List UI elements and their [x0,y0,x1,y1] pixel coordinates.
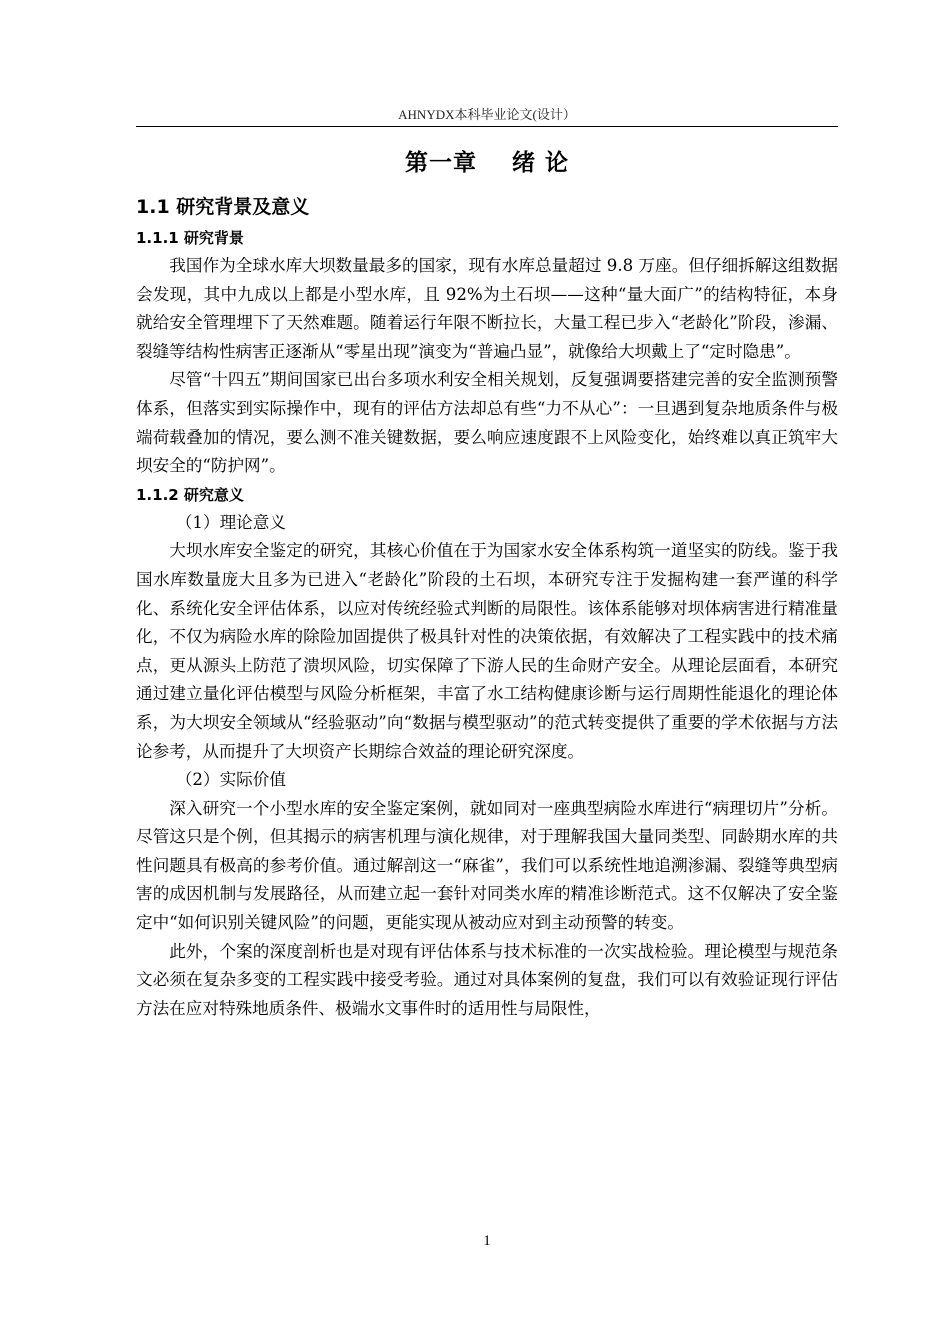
page-number: 1 [483,1233,491,1249]
chapter-title [136,146,838,180]
section-heading-1-1-1: 1.1.1 研究背景 [136,229,244,247]
chapter-label: 第一章 [404,150,477,176]
chapter-name: 绪 论 [512,150,570,176]
running-header: AHNYDX本科毕业论文(设计） [398,107,576,122]
section-heading-1-1-2: 1.1.2 研究意义 [136,485,244,504]
paragraph-theory: 大坝水库安全鉴定的研究，其核心价值在于为国家水安全体系构筑一道坚实的防线。鉴于我国水库数量庞大且多为已进入“老龄化”阶段的土石坝，本研究专注于发掘构建一套严谨的科学化、系统化安全评估体系，以应对传统经验式判断的局限性。该体系能够对坝体病害进行精准量化，不仅为病险水库的除险加固提供了极具针对性的决策依据，有效解决了工程实践中的技术痛点，更从源头上防范了溃坝风险，切实保障了下游人民的生命财产安全。从理论层面看，本研究通过建立量化评估模型与风险分析框架，丰富了水工结构健康诊断与运行周期性能退化的理论体系，为大坝安全领域从“经验驱动”向“数据与模型驱动”的范式转变提供了重要的学术依据与方法论参考，从而提升了大坝资产长期综合效益的理论研究深度。 [136,541,838,761]
paragraph-practice-1: 深入研究一个小型水库的安全鉴定案例，就如同对一座典型病险水库进行“病理切片”分析。尽管这只是个例，但其揭示的病害机理与演化规律，对于理解我国大量同类型、同龄期水库的共性问题具有极高的参考价值。通过解剖这一“麻雀”，我们可以系统性地追溯渗漏、裂缝等典型病害的成因机制与发展路径，从而建立起一套针对同类水库的精准诊断范式。这不仅解决了安全鉴定中“如何识别关键风险”的问题，更能实现从被动应对到主动预警的转变。 [136,798,838,933]
paragraph-practice-2: 此外，个案的深度剖析也是对现有评估体系与技术标准的一次实战检验。理论模型与规范条文必须在复杂多变的工程实践中接受考验。通过对具体案例的复盘，我们可以有效验证现行评估方法在应对特殊地质条件、极端水文事件时的适用性与局限性， [136,941,838,1018]
subheading-practice: （2）实际价值 [175,770,286,790]
header-rule [136,126,838,127]
body-text [136,190,838,1023]
paragraph-background-1: 我国作为全球水库大坝数量最多的国家，现有水库总量超过 9.8 万座。但仔细拆解这组数据会发现，其中九成以上都是小型水库，且 92%为土石坝——这种“量大面广”的结构特征，本身就给安全管理埋下了天然难题。随着运行年限不断拉长，大量工程已步入“老龄化”阶段，渗漏、裂缝等结构性病害正逐渐从“零星出现”演变为“普遍凸显”，就像给大坝戴上了“定时隐患”。 [136,256,838,361]
section-heading-1-1: 1.1 研究背景及意义 [136,196,310,218]
paragraph-background-2: 尽管“十四五”期间国家已出台多项水利安全相关规划，反复强调要搭建完善的安全监测预警体系，但落实到实际操作中，现有的评估方法却总有些“力不从心”：一旦遇到复杂地质条件与极端荷载叠加的情况，要么测不准关键数据，要么响应速度跟不上风险变化，始终难以真正筑牢大坝安全的“防护网”。 [136,370,838,476]
subheading-theory: （1）理论意义 [175,512,286,532]
